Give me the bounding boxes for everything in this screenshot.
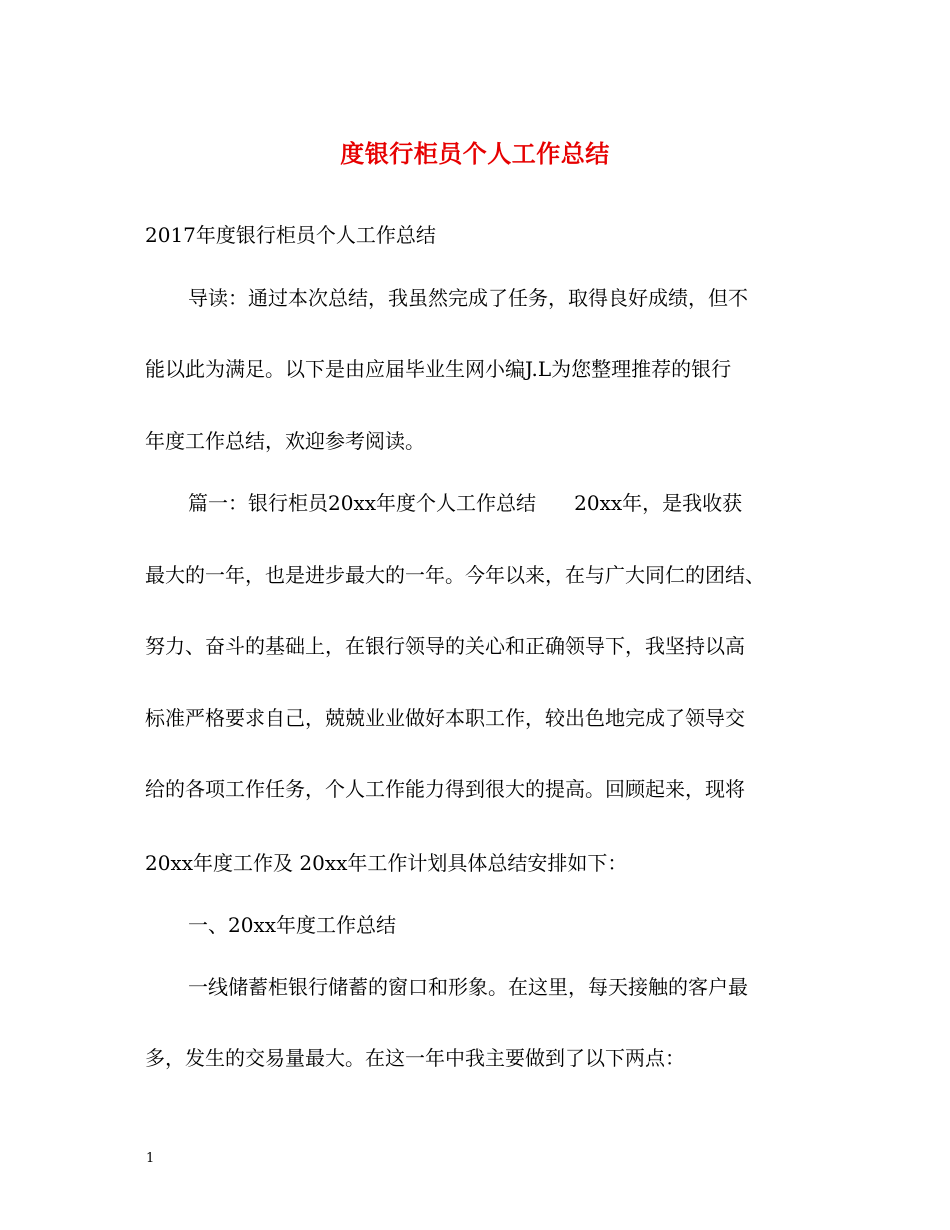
paragraph-line-2: 能以此为满足。以下是由应届毕业生网小编J.L为您整理推荐的银行: [145, 357, 732, 381]
paragraph-line-7: 标准严格要求自己，兢兢业业做好本职工作，较出色地完成了领导交: [145, 706, 745, 730]
document-title: 度银行柜员个人工作总结: [340, 139, 610, 168]
paragraph-line-4: 篇一：银行柜员20xx年度个人工作总结 20xx年，是我收获: [188, 491, 743, 515]
paragraph-line-3: 年度工作总结，欢迎参考阅读。: [145, 429, 425, 453]
paragraph-line-9: 20xx年度工作及 20xx年工作计划具体总结安排如下：: [145, 851, 628, 875]
paragraph-line-11: 一线储蓄柜银行储蓄的窗口和形象。在这里，每天接触的客户最: [188, 975, 748, 999]
paragraph-line-8: 给的各项工作任务，个人工作能力得到很大的提高。回顾起来，现将: [145, 777, 745, 801]
paragraph-line-12: 多，发生的交易量最大。在这一年中我主要做到了以下两点：: [145, 1046, 685, 1070]
paragraph-line-6: 努力、奋斗的基础上，在银行领导的关心和正确领导下，我坚持以高: [145, 634, 745, 658]
page-number: 1: [146, 1151, 155, 1166]
paragraph-line-5: 最大的一年，也是进步最大的一年。今年以来，在与广大同仁的团结、: [145, 563, 765, 587]
section-heading: 一、20xx年度工作总结: [188, 913, 397, 937]
paragraph-line-1: 导读：通过本次总结，我虽然完成了任务，取得良好成绩，但不: [188, 286, 748, 310]
document-subtitle: 2017年度银行柜员个人工作总结: [145, 223, 436, 247]
